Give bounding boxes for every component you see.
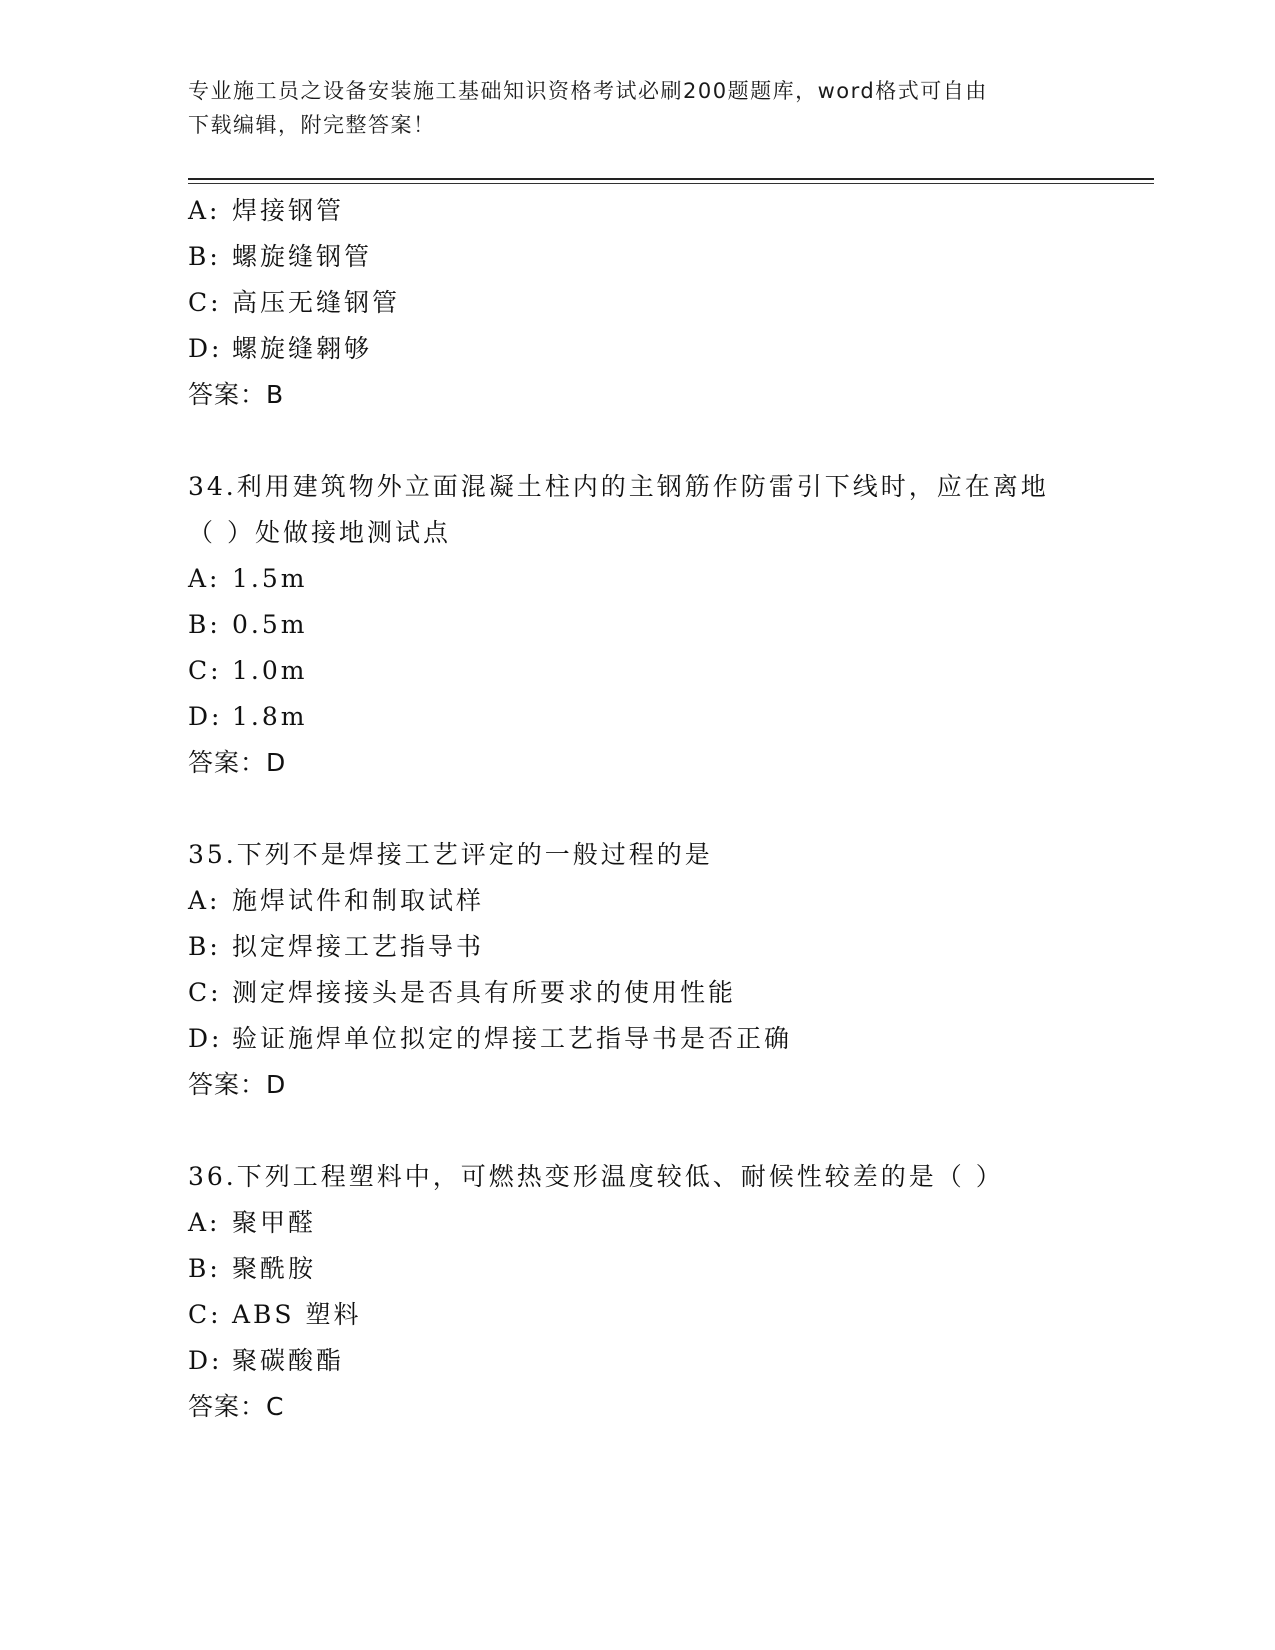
option-text: 1.8m bbox=[232, 702, 308, 731]
header-rule-thin bbox=[188, 183, 1154, 184]
option-c bbox=[188, 1292, 1088, 1338]
option-text: 测定焊接接头是否具有所要求的使用性能 bbox=[232, 978, 737, 1007]
question-list bbox=[188, 188, 1088, 1430]
option-a bbox=[188, 878, 1088, 924]
question-34 bbox=[188, 464, 1088, 786]
question-stem: 35.下列不是焊接工艺评定的一般过程的是 bbox=[188, 840, 713, 869]
option-text: 高压无缝钢管 bbox=[232, 288, 401, 317]
question-33 bbox=[188, 188, 1088, 418]
option-a bbox=[188, 188, 1088, 234]
option-text: 验证施焊单位拟定的焊接工艺指导书是否正确 bbox=[232, 1024, 793, 1053]
option-key: B: bbox=[188, 1254, 221, 1283]
spacer bbox=[188, 418, 1088, 464]
option-key: A: bbox=[188, 1208, 221, 1237]
option-text: 1.5m bbox=[232, 564, 308, 593]
answer-line: 答案：D bbox=[188, 748, 287, 777]
option-key: A: bbox=[188, 886, 221, 915]
answer-line: 答案：C bbox=[188, 1392, 285, 1421]
option-text: 聚甲醛 bbox=[232, 1208, 317, 1237]
option-key: A: bbox=[188, 564, 221, 593]
option-key: B: bbox=[188, 610, 221, 639]
header-line-1: 专业施工员之设备安装施工基础知识资格考试必刷200题题库，word格式可自由 bbox=[188, 79, 988, 103]
question-35 bbox=[188, 832, 1088, 1108]
header-line-2: 下载编辑，附完整答案！ bbox=[188, 113, 436, 137]
option-text: 1.0m bbox=[232, 656, 308, 685]
option-key: D: bbox=[188, 1024, 223, 1053]
option-c bbox=[188, 648, 1088, 694]
option-key: C: bbox=[188, 656, 222, 685]
answer-line: 答案：B bbox=[188, 380, 285, 409]
option-key: A: bbox=[188, 196, 221, 225]
header-rule-thick bbox=[188, 178, 1154, 180]
spacer bbox=[188, 1108, 1088, 1154]
spacer bbox=[188, 786, 1088, 832]
option-b bbox=[188, 234, 1088, 280]
option-text: 聚酰胺 bbox=[232, 1254, 317, 1283]
option-text: 螺旋缝翱够 bbox=[232, 334, 373, 363]
option-text: 焊接钢管 bbox=[232, 196, 345, 225]
option-d bbox=[188, 1016, 1088, 1062]
option-key: D: bbox=[188, 334, 223, 363]
option-key: C: bbox=[188, 1300, 222, 1329]
option-b bbox=[188, 1246, 1088, 1292]
option-c bbox=[188, 280, 1088, 326]
option-d bbox=[188, 694, 1088, 740]
option-key: C: bbox=[188, 288, 222, 317]
option-text: 0.5m bbox=[232, 610, 308, 639]
option-text: ABS 塑料 bbox=[232, 1300, 362, 1329]
document-header bbox=[188, 74, 1088, 142]
question-stem: 36.下列工程塑料中，可燃热变形温度较低、耐候性较差的是（ ） bbox=[188, 1162, 1004, 1191]
question-stem-continued: （ ）处做接地测试点 bbox=[188, 518, 451, 547]
option-b bbox=[188, 602, 1088, 648]
option-key: D: bbox=[188, 1346, 223, 1375]
option-text: 螺旋缝钢管 bbox=[232, 242, 373, 271]
option-key: C: bbox=[188, 978, 222, 1007]
option-d bbox=[188, 326, 1088, 372]
option-key: B: bbox=[188, 932, 221, 961]
option-text: 聚碳酸酯 bbox=[232, 1346, 345, 1375]
option-a bbox=[188, 556, 1088, 602]
option-a bbox=[188, 1200, 1088, 1246]
option-text: 施焊试件和制取试样 bbox=[232, 886, 485, 915]
option-key: B: bbox=[188, 242, 221, 271]
option-d bbox=[188, 1338, 1088, 1384]
question-36 bbox=[188, 1154, 1088, 1430]
option-b bbox=[188, 924, 1088, 970]
answer-line: 答案：D bbox=[188, 1070, 287, 1099]
question-stem: 34.利用建筑物外立面混凝土柱内的主钢筋作防雷引下线时，应在离地 bbox=[188, 472, 1049, 501]
option-c bbox=[188, 970, 1088, 1016]
option-text: 拟定焊接工艺指导书 bbox=[232, 932, 485, 961]
option-key: D: bbox=[188, 702, 223, 731]
